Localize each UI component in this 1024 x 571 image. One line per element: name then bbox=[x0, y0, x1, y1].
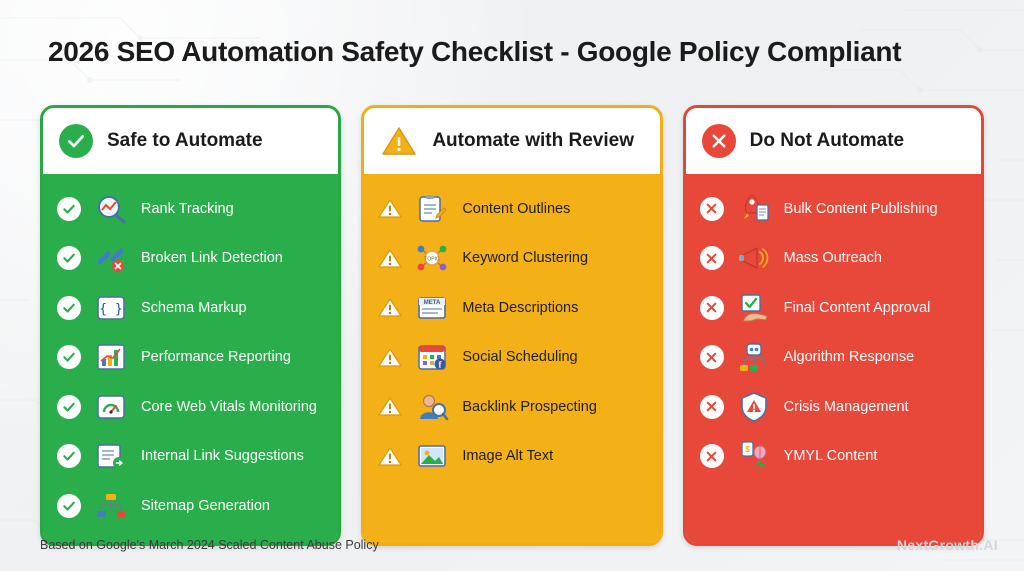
clipboard-pencil-icon bbox=[412, 191, 452, 227]
check-circle-icon bbox=[57, 444, 81, 468]
check-circle-icon bbox=[59, 124, 93, 158]
list-item[interactable] bbox=[364, 382, 659, 432]
list-item[interactable] bbox=[686, 184, 981, 234]
list-item-label: Crisis Management bbox=[783, 398, 909, 415]
warning-triangle-icon bbox=[378, 247, 402, 269]
broken-link-icon bbox=[91, 240, 131, 276]
svg-text:TOPIC: TOPIC bbox=[424, 256, 440, 263]
node-cluster-icon bbox=[412, 240, 452, 276]
list-item[interactable] bbox=[364, 234, 659, 284]
column-body-do-not bbox=[686, 174, 981, 543]
x-circle-icon bbox=[700, 246, 724, 270]
column-title: Automate with Review bbox=[432, 130, 634, 151]
list-item-label: YMYL Content bbox=[783, 448, 878, 465]
megaphone-icon bbox=[734, 240, 774, 276]
warning-triangle-icon bbox=[380, 124, 418, 158]
list-item[interactable] bbox=[43, 283, 338, 333]
list-item[interactable] bbox=[364, 283, 659, 333]
list-item-label: Internal Link Suggestions bbox=[141, 448, 304, 465]
svg-text:META: META bbox=[424, 299, 441, 306]
brand-watermark: NextGrowth.AI bbox=[896, 537, 998, 553]
list-item-label: Meta Descriptions bbox=[462, 299, 579, 316]
rocket-documents-icon bbox=[734, 191, 774, 227]
check-circle-icon bbox=[57, 197, 81, 221]
list-item[interactable] bbox=[43, 432, 338, 482]
page-title: 2026 SEO Automation Safety Checklist - Google Policy Compliant bbox=[48, 36, 902, 67]
health-brain-icon bbox=[734, 438, 774, 474]
check-circle-icon bbox=[57, 246, 81, 270]
check-circle-icon bbox=[57, 494, 81, 518]
hand-approval-icon bbox=[734, 290, 774, 326]
column-body-review bbox=[364, 174, 659, 543]
list-item-label: Mass Outreach bbox=[783, 250, 882, 267]
calendar-social-icon bbox=[412, 339, 452, 375]
warning-triangle-icon bbox=[378, 396, 402, 418]
list-item-label: Content Outlines bbox=[462, 200, 571, 217]
list-item-label: Broken Link Detection bbox=[141, 250, 283, 267]
robot-flowchart-icon bbox=[734, 339, 774, 375]
bar-chart-icon bbox=[91, 339, 131, 375]
x-circle-icon bbox=[700, 444, 724, 468]
x-circle-icon bbox=[702, 124, 736, 158]
shield-alert-icon bbox=[734, 389, 774, 425]
list-item[interactable] bbox=[364, 333, 659, 383]
column-safe-to-automate bbox=[40, 105, 341, 546]
list-item-label: Rank Tracking bbox=[141, 200, 234, 217]
svg-text:f: f bbox=[438, 359, 442, 370]
list-item[interactable] bbox=[686, 333, 981, 383]
check-circle-icon bbox=[57, 395, 81, 419]
list-item[interactable] bbox=[686, 382, 981, 432]
list-item[interactable] bbox=[43, 234, 338, 284]
x-circle-icon bbox=[700, 296, 724, 320]
list-item[interactable] bbox=[43, 382, 338, 432]
magnifier-chart-icon bbox=[91, 191, 131, 227]
warning-triangle-icon bbox=[378, 445, 402, 467]
column-body-safe bbox=[43, 174, 338, 543]
person-search-icon bbox=[412, 389, 452, 425]
meta-tag-icon bbox=[412, 290, 452, 326]
checklist-columns bbox=[40, 105, 984, 546]
column-title: Safe to Automate bbox=[107, 130, 263, 151]
list-item-label: Keyword Clustering bbox=[462, 250, 589, 267]
column-header-review bbox=[364, 108, 659, 174]
column-header-do-not bbox=[686, 108, 981, 174]
list-item[interactable] bbox=[364, 432, 659, 482]
list-item[interactable] bbox=[43, 481, 338, 531]
speedometer-icon bbox=[91, 389, 131, 425]
list-item-label: Core Web Vitals Monitoring bbox=[141, 398, 317, 415]
warning-triangle-icon bbox=[378, 346, 402, 368]
x-circle-icon bbox=[700, 345, 724, 369]
list-item-label: Performance Reporting bbox=[141, 349, 291, 366]
x-circle-icon bbox=[700, 197, 724, 221]
list-item-label: Image Alt Text bbox=[462, 448, 554, 465]
sitemap-icon bbox=[91, 488, 131, 524]
list-item[interactable] bbox=[686, 234, 981, 284]
svg-text:$: $ bbox=[744, 445, 750, 455]
list-item[interactable] bbox=[364, 184, 659, 234]
list-item[interactable] bbox=[686, 283, 981, 333]
code-braces-icon bbox=[91, 290, 131, 326]
column-automate-with-review bbox=[361, 105, 662, 546]
list-item[interactable] bbox=[686, 432, 981, 482]
image-picture-icon bbox=[412, 438, 452, 474]
column-header-safe bbox=[43, 108, 338, 174]
document-link-icon bbox=[91, 438, 131, 474]
list-item-label: Schema Markup bbox=[141, 299, 247, 316]
list-item-label: Final Content Approval bbox=[783, 299, 931, 316]
list-item-label: Algorithm Response bbox=[783, 349, 915, 366]
check-circle-icon bbox=[57, 345, 81, 369]
list-item[interactable] bbox=[43, 184, 338, 234]
column-title: Do Not Automate bbox=[749, 130, 905, 151]
x-circle-icon bbox=[700, 395, 724, 419]
list-item-label: Sitemap Generation bbox=[141, 497, 270, 514]
warning-triangle-icon bbox=[378, 297, 402, 319]
warning-triangle-icon bbox=[378, 198, 402, 220]
list-item-label: Backlink Prospecting bbox=[462, 398, 597, 415]
list-item[interactable] bbox=[43, 333, 338, 383]
column-do-not-automate bbox=[683, 105, 984, 546]
svg-text:{ }: { } bbox=[99, 301, 123, 317]
footnote: Based on Google's March 2024 Scaled Content Abuse Policy bbox=[40, 538, 379, 552]
list-item-label: Social Scheduling bbox=[462, 349, 578, 366]
check-circle-icon bbox=[57, 296, 81, 320]
list-item-label: Bulk Content Publishing bbox=[783, 200, 938, 217]
